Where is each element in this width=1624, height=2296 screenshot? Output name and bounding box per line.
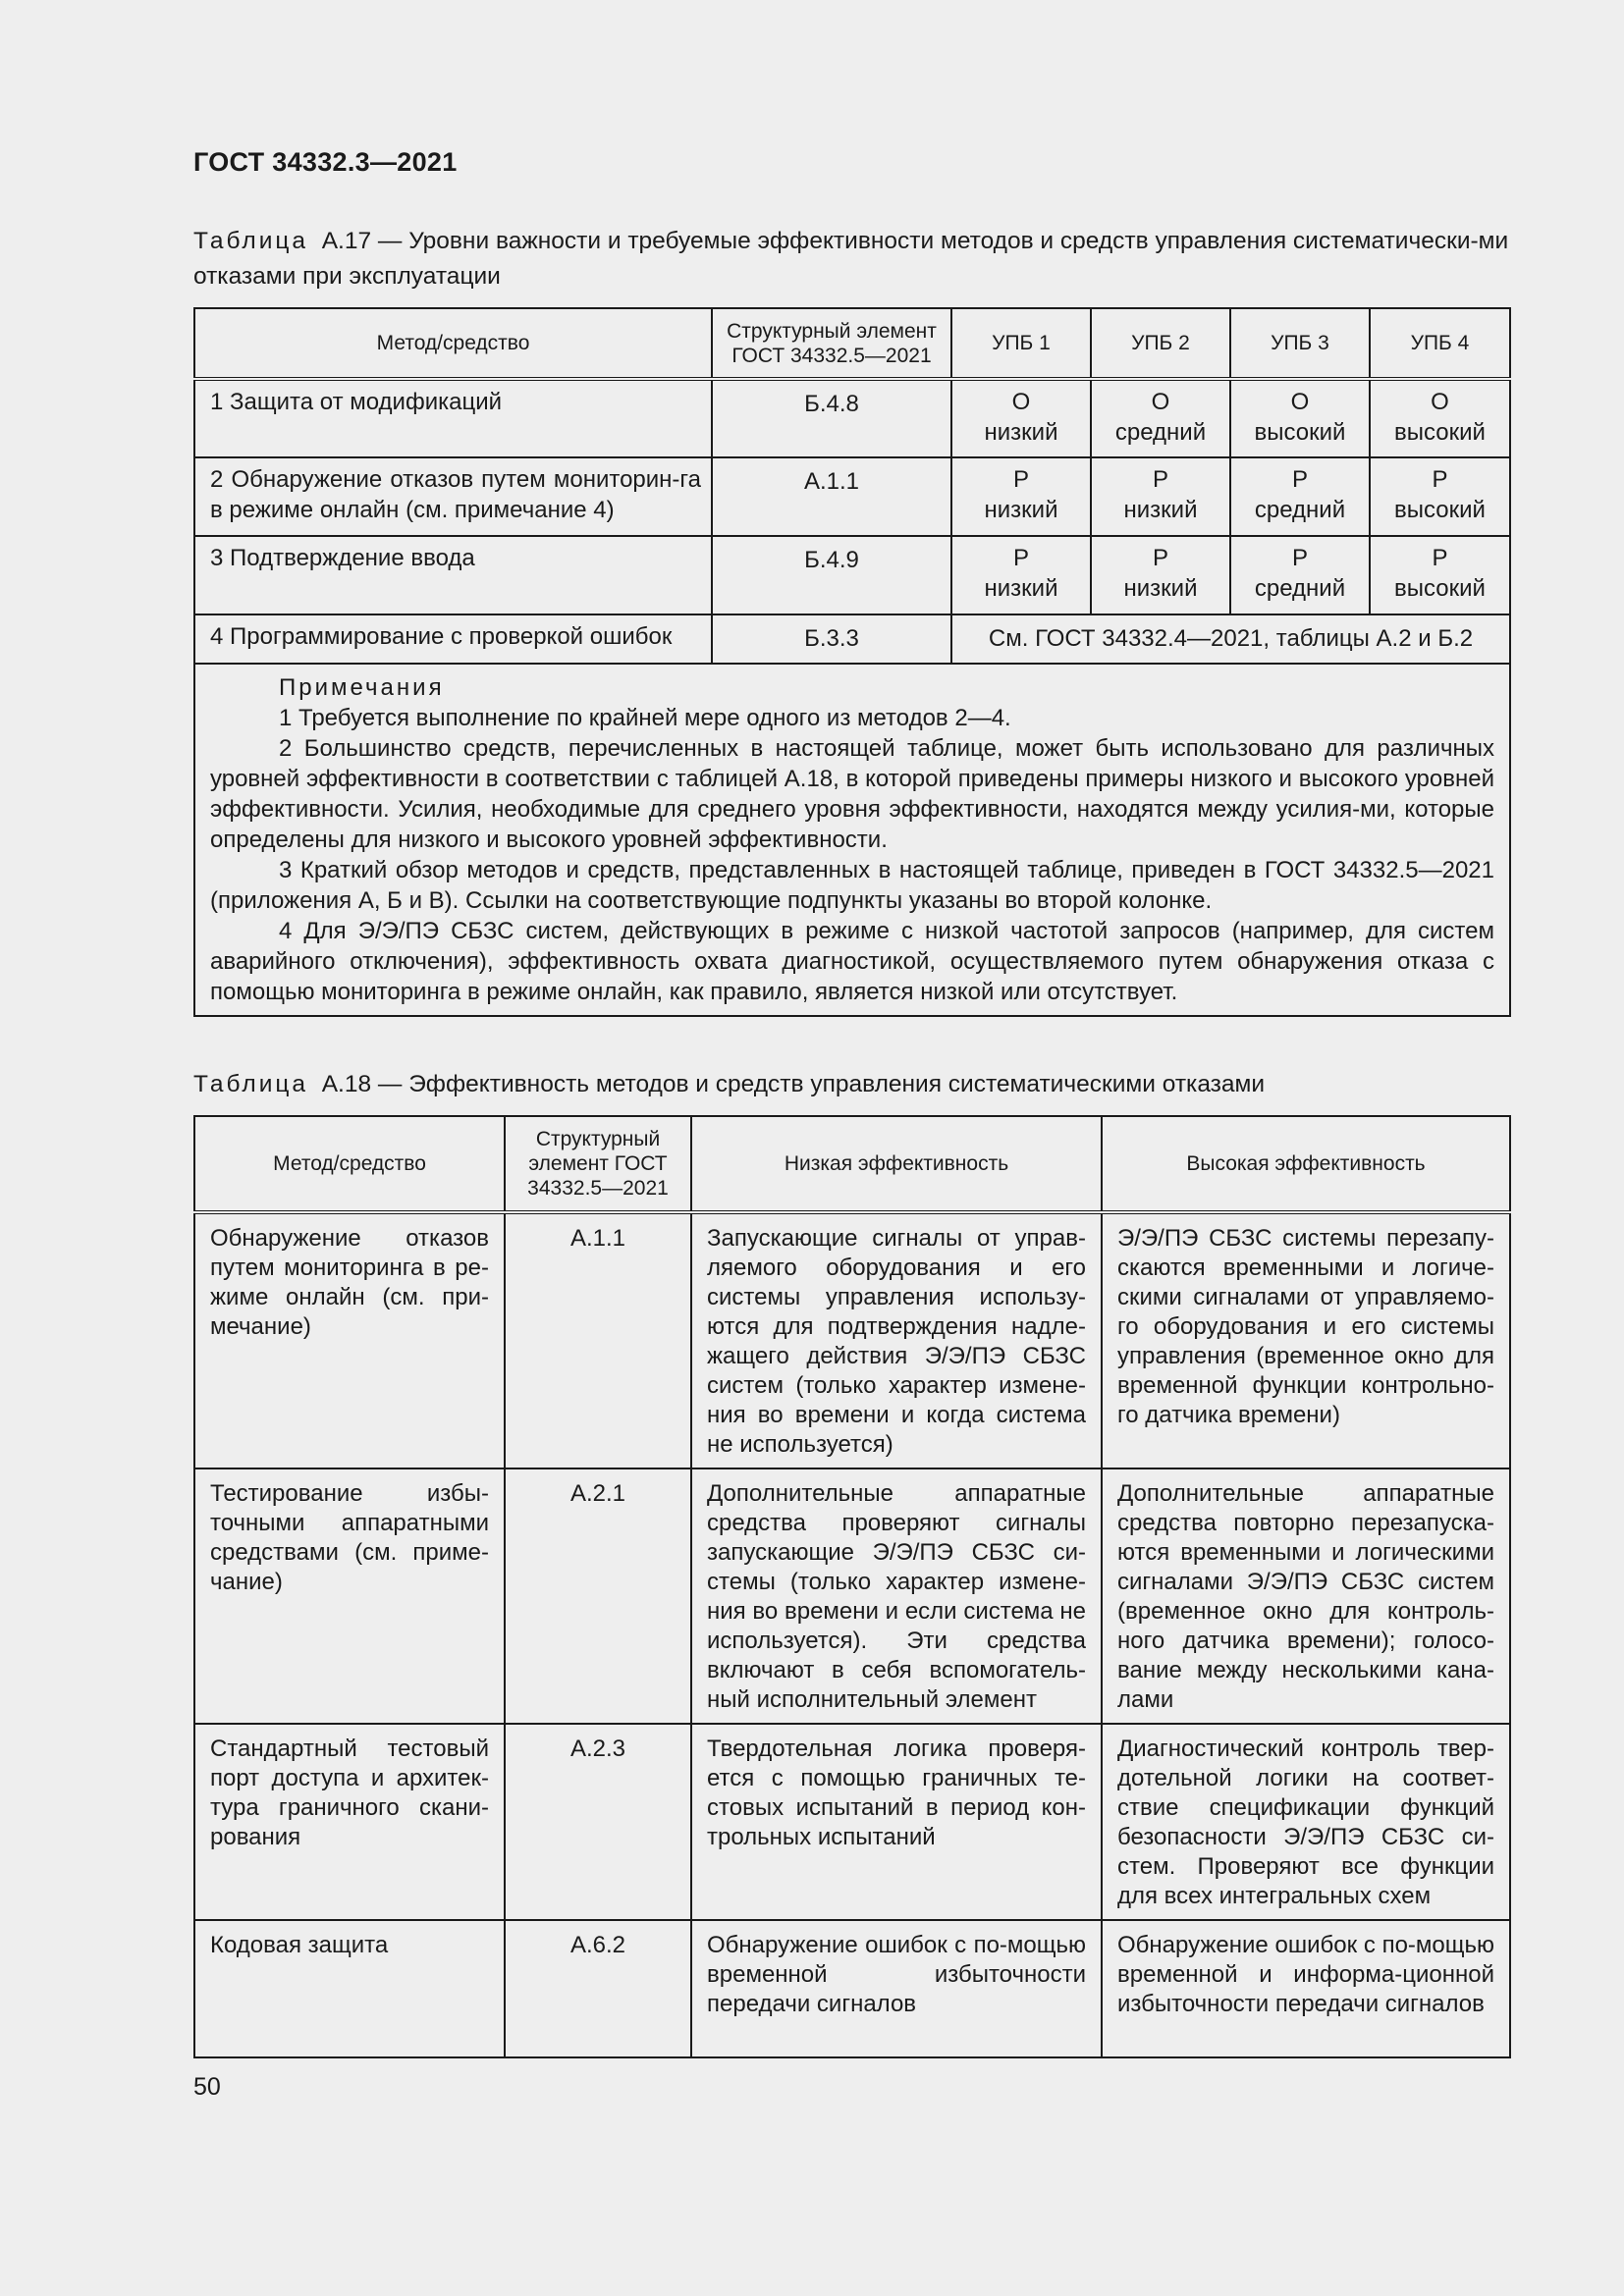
table18-row [194,1724,1510,1920]
table18-row [194,1920,1510,2057]
table17-span-cell: См. ГОСТ 34332.4—2021, таблицы А.2 и Б.2 [951,614,1510,664]
note-item: 3 Краткий обзор методов и средств, представленных в настоящей таблице, приведен в ГОСТ 34332.5—2021 (приложения А, Б и В). Ссылки на соответствующие подпункты указаны во второй колонке. [210,857,1494,914]
table18-caption-label: Таблица [193,1071,309,1097]
note-item: 4 Для Э/Э/ПЭ СБЗС систем, действующих в режиме с низкой частотой запросов (например, для систем аварийного отключения), эффективность охвата диагностикой, осуществляемого путем обнаружения отказа с помощью мониторинга в режиме онлайн, как правило, является низкой или отсутствует. [210,918,1494,1005]
table17-level-cell: Р низкий [1091,536,1230,614]
table17-level-cell: Р высокий [1370,457,1510,536]
table18-high-cell: Диагностический контроль твер-дотельной логики на соответ-ствие спецификации функций безопасности Э/Э/ПЭ СБЗС си-стем. Проверяют все функции для всех интегральных схем [1102,1724,1510,1920]
table17-notes-row [194,664,1510,1016]
table18-method-cell: Стандартный тестовый порт доступа и архитек-тура граничного скани-рования [194,1724,505,1920]
table17-col-upb3: УПБ 3 [1230,308,1370,379]
table17-method-cell: 1 Защита от модификаций [194,379,712,457]
table17-col-upb2: УПБ 2 [1091,308,1230,379]
table18-header-row [194,1116,1510,1212]
table17-level-cell: Р низкий [951,536,1091,614]
table17-header-row [194,308,1510,379]
table18-col-method: Метод/средство [194,1116,505,1212]
table17-level-cell: Р высокий [1370,536,1510,614]
table17-level-cell: Р средний [1230,536,1370,614]
table18-method-cell: Кодовая защита [194,1920,505,2057]
table17-col-element: Структурный элемент ГОСТ 34332.5—2021 [712,308,951,379]
table17-row [194,536,1510,614]
table18-col-high: Высокая эффективность [1102,1116,1510,1212]
table17-level-cell: О средний [1091,379,1230,457]
note-item: 2 Большинство средств, перечисленных в настоящей таблице, может быть использовано для различных уровней эффективности в соответствии с таблицей А.18, в которой приведены примеры низкого и высокого уровней эффективности. Усилия, необходимые для среднего уровня эффективности, находятся между усилия-ми, которые определены для низкого и высокого уровней эффективности. [210,735,1494,853]
table18-high-cell: Дополнительные аппаратные средства повторно перезапуска-ются временными и логическими сигналами Э/Э/ПЭ СБЗС систем (временное окно для контроль-ного датчика времени); голосо-вание между несколькими кана-лами [1102,1468,1510,1724]
table18-col-element: Структурный элемент ГОСТ 34332.5—2021 [505,1116,691,1212]
table18-caption-text: А.18 — Эффективность методов и средств управления систематическими отказами [321,1071,1266,1097]
table18-high-cell: Э/Э/ПЭ СБЗС системы перезапу-скаются временными и логиче-скими сигналами от управляемо-го оборудования и его системы управления (временное окно для временной функции контрольно-го датчика времени) [1102,1212,1510,1468]
table18 [193,1115,1511,2058]
table18-element-cell: А.2.1 [505,1468,691,1724]
table17-caption-text: А.17 — Уровни важности и требуемые эффективности методов и средств управления систематически-ми отказами при эксплуатации [193,228,1509,290]
table17-level-cell: О высокий [1230,379,1370,457]
table17-level-cell: Р средний [1230,457,1370,536]
table17-method-cell: 2 Обнаружение отказов путем мониторин-га в режиме онлайн (см. примечание 4) [194,457,712,536]
table17-element-cell: А.1.1 [712,457,951,536]
table17-col-upb1: УПБ 1 [951,308,1091,379]
table18-element-cell: А.2.3 [505,1724,691,1920]
table17 [193,307,1511,1017]
table17-row [194,614,1510,664]
table18-method-cell: Тестирование избы-точными аппаратными средствами (см. приме-чание) [194,1468,505,1724]
table18-row [194,1468,1510,1724]
table18-high-cell: Обнаружение ошибок с по-мощью временной и информа-ционной избыточности передачи сигналов [1102,1920,1510,2057]
table18-low-cell: Обнаружение ошибок с по-мощью временной избыточности передачи сигналов [691,1920,1102,2057]
table17-row [194,457,1510,536]
table17-element-cell: Б.4.9 [712,536,951,614]
document-header: ГОСТ 34332.3—2021 [193,147,458,177]
table17-col-upb4: УПБ 4 [1370,308,1510,379]
table17-col-method: Метод/средство [194,308,712,379]
table17-level-cell: Р низкий [951,457,1091,536]
table17-caption-label: Таблица [193,228,309,254]
table17-level-cell: Р низкий [1091,457,1230,536]
page-number: 50 [193,2073,221,2101]
table17-caption [193,224,1509,294]
table18-low-cell: Дополнительные аппаратные средства проверяют сигналы запускающие Э/Э/ПЭ СБЗС си-стемы (только характер измене-ния во времени и если система не используется). Эти средства включают в себя вспомогатель-ный исполнительный элемент [691,1468,1102,1724]
table17-method-cell: 3 Подтверждение ввода [194,536,712,614]
table17-element-cell: Б.3.3 [712,614,951,664]
table18-col-low: Низкая эффективность [691,1116,1102,1212]
table17-method-cell: 4 Программирование с проверкой ошибок [194,614,712,664]
table17-level-cell: О высокий [1370,379,1510,457]
table18-caption [193,1067,1509,1102]
table18-element-cell: А.6.2 [505,1920,691,2057]
table17-element-cell: Б.4.8 [712,379,951,457]
table17-level-cell: О низкий [951,379,1091,457]
table18-method-cell: Обнаружение отказов путем мониторинга в ре-жиме онлайн (см. при-мечание) [194,1212,505,1468]
notes-title: Примечания [279,674,445,701]
table17-row [194,379,1510,457]
table17-notes [194,664,1510,1016]
table18-low-cell: Твердотельная логика проверя-ется с помощью граничных те-стовых испытаний в период кон-трольных испытаний [691,1724,1102,1920]
table18-element-cell: А.1.1 [505,1212,691,1468]
table18-low-cell: Запускающие сигналы от управ-ляемого оборудования и его системы управления использу-ются для подтверждения надле-жащего действия Э/Э/ПЭ СБЗС систем (только характер измене-ния во времени и когда система не используется) [691,1212,1102,1468]
note-item: 1 Требуется выполнение по крайней мере одного из методов 2—4. [279,705,1011,731]
table18-row [194,1212,1510,1468]
